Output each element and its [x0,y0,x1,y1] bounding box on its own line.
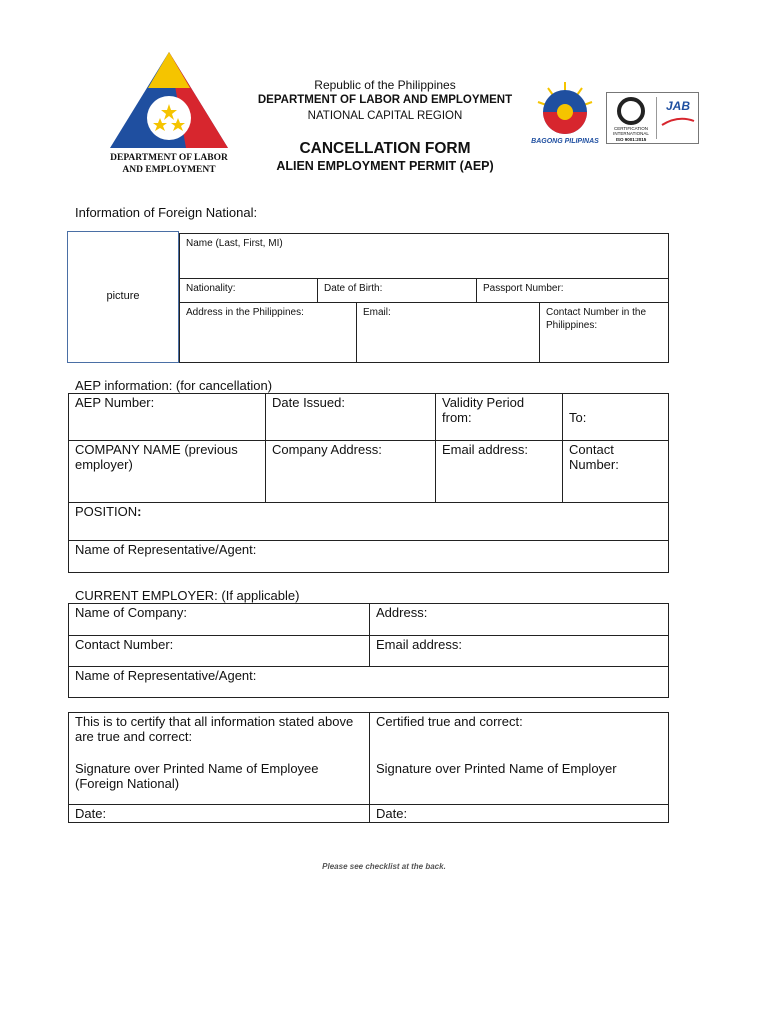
employee-signature-label: Signature over Printed Name of Employee (Foreign National) [75,761,319,791]
picture-label: picture [106,290,140,302]
company-email-field[interactable] [435,440,563,503]
employer-statement: Certified true and correct: [376,714,523,729]
employee-date-label: Date: [75,806,107,821]
address-ph-field[interactable] [179,302,357,363]
current-employer-section-title: CURRENT EMPLOYER: (If applicable) [75,588,300,603]
jab-text: JAB [665,99,690,113]
validity-to-label: To: [569,410,587,425]
form-title: CANCELLATION FORM [299,140,471,157]
employer-signature-label: Signature over Printed Name of Employer [376,761,617,776]
current-address-label: Address: [376,605,428,620]
validity-from-label: Validity Period from: [442,395,525,425]
employer-date-field[interactable] [369,804,669,823]
company-email-label: Email address: [442,442,528,457]
position-field[interactable] [68,502,669,541]
current-representative-label: Name of Representative/Agent: [75,668,257,683]
position-colon: : [137,504,142,519]
bagong-pilipinas-icon [530,78,600,138]
name-label: Name (Last, First, MI) [186,238,283,249]
company-name-label: COMPANY NAME (previous employer) [75,442,238,472]
email-label: Email: [363,307,391,318]
contact-ph-field[interactable] [539,302,669,363]
employee-statement: This is to certify that all information stated above are true and correct: [75,714,354,744]
passport-number-field[interactable] [476,278,669,303]
picture-box[interactable] [67,231,179,363]
nationality-label: Nationality: [186,283,236,294]
aep-representative-field[interactable] [68,540,669,573]
current-address-field[interactable] [369,603,669,636]
address-ph-label: Address in the Philippines: [186,307,304,318]
date-of-birth-field[interactable] [317,278,477,303]
footer-note: Please see checklist at the back. [322,862,446,871]
company-address-field[interactable] [265,440,436,503]
date-issued-field[interactable] [265,393,436,441]
validity-from-field[interactable] [435,393,563,441]
dole-logo-text-2: AND EMPLOYMENT [122,165,216,175]
passport-number-label: Passport Number: [483,283,564,294]
name-field[interactable] [179,233,669,279]
certification-ring-icon [608,95,654,127]
validity-to-field[interactable] [562,393,669,441]
company-address-label: Company Address: [272,442,382,457]
jab-divider [656,97,657,139]
department-label: DEPARTMENT OF LABOR AND EMPLOYMENT [257,94,513,106]
nationality-field[interactable] [179,278,318,303]
aep-section-title: AEP information: (for cancellation) [75,378,273,393]
date-of-birth-label: Date of Birth: [324,283,383,294]
current-contact-field[interactable] [68,635,370,667]
foreign-national-section-title: Information of Foreign National: [75,205,258,220]
company-contact-field[interactable] [562,440,669,503]
employee-certification-field[interactable] [68,712,370,805]
aep-number-field[interactable] [68,393,266,441]
iso-text: ISO 9001:2015 [615,137,647,142]
contact-ph-label: Contact Number in the Philippines: [546,307,647,331]
current-contact-label: Contact Number: [75,637,174,652]
republic-label: Republic of the Philippines [314,78,456,92]
iso-certification-badge [606,92,699,144]
employer-certification-field[interactable] [369,712,669,805]
dole-triangle-icon [108,50,230,150]
bagong-pilipinas-text: BAGONG PILIPINAS [531,138,599,145]
company-contact-label: Contact Number: [569,442,619,472]
position-label: POSITION [75,504,138,519]
current-email-label: Email address: [376,637,462,652]
aep-representative-label: Name of Representative/Agent: [75,542,257,557]
current-company-label: Name of Company: [75,605,187,620]
current-email-field[interactable] [369,635,669,667]
jab-swoosh-icon [660,115,696,129]
employer-date-label: Date: [376,806,408,821]
current-company-field[interactable] [68,603,370,636]
region-label: NATIONAL CAPITAL REGION [307,110,463,122]
dole-logo-text-1: DEPARTMENT OF LABOR [110,153,228,163]
form-subtitle: ALIEN EMPLOYMENT PERMIT (AEP) [276,159,494,173]
email-field[interactable] [356,302,540,363]
employee-date-field[interactable] [68,804,370,823]
date-issued-label: Date Issued: [272,395,345,410]
aep-number-label: AEP Number: [75,395,155,410]
company-name-field[interactable] [68,440,266,503]
bagong-pilipinas-logo [530,78,600,150]
cert-text: CERTIFICATION INTERNATIONAL [613,126,649,136]
dole-logo [108,50,230,178]
current-representative-field[interactable] [68,666,669,698]
